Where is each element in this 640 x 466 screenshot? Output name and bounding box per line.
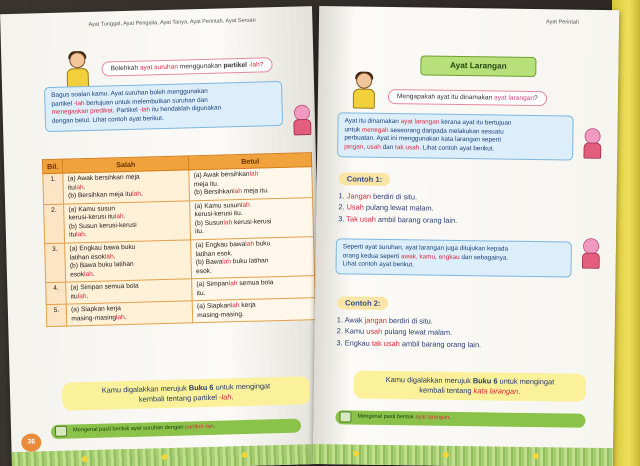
- sentence-line: itulah.: [67, 183, 86, 192]
- list-item: 2. Usah pulang lewat malam.: [338, 202, 434, 214]
- intro-explanation: Bagus soalan kamu. Ayat suruhan boleh menggunakan partikel -lah bertujuan untuk melembutkan suruhan dan menegaskan predikat. Partikel -lah itu hendaklah digunakan dengan betul. Lihat contoh ayat berikut.: [44, 81, 283, 132]
- girl-mascot-icon: [291, 106, 314, 135]
- flower-icon: [242, 452, 248, 458]
- sentence-line: (a) Awak bersihkanlah: [193, 170, 259, 180]
- salah-cell: [63, 170, 190, 204]
- boy-mascot-icon: [63, 52, 92, 89]
- list-item: 2. Kamu usah pulang lewat malam.: [336, 326, 453, 338]
- list-item: 1. Jangan berdiri di situ.: [338, 191, 418, 202]
- intro-explanation: Ayat itu dinamakan ayat larangan kerana ayat itu bertujuan untuk menegah seseorang daripada melakukan sesuatu perbuatan. Ayat ini menggunakan kata larangan seperti jangan, usah dan tak usah. Lihat contoh ayat berikut.: [337, 112, 574, 160]
- sentence-line: (a) Siapkanlah kerja: [196, 301, 256, 311]
- row-number: 5.: [46, 304, 67, 327]
- sentence-line: (b) Bawa buku latihan: [69, 260, 134, 270]
- row-number: 2.: [44, 204, 65, 244]
- betul-cell: [192, 298, 315, 323]
- sentence-line: (b) Susun kerusi-kerusi: [68, 221, 137, 231]
- betul-cell: [192, 276, 315, 301]
- sentence-line: itulah.: [69, 231, 87, 239]
- example-1-label: Contoh 1:: [339, 172, 391, 186]
- running-head: Ayat Tunggal, Ayat Pengaita, Ayat Tanya, Ayat Perintah, Ayat Seruan: [88, 17, 256, 28]
- sentence-line: kerusi-kerusi itu.: [194, 210, 243, 219]
- sentence-line: (a) Simpanlah semua bola: [196, 279, 274, 289]
- betul-cell: [191, 237, 315, 279]
- sentence-line: (a) Kamu susun: [68, 204, 116, 214]
- correction-table: [42, 152, 316, 327]
- col-header-betul: Betul: [189, 153, 312, 170]
- sentence-line: itulah.: [70, 292, 89, 301]
- example-2-list: [336, 314, 481, 350]
- objective-icon: [55, 426, 67, 437]
- sentence-line: (a) Kamu susunlah: [194, 201, 250, 210]
- flower-icon: [162, 454, 168, 460]
- sentence-line: esoklah.: [70, 270, 95, 279]
- reminder-box: Kamu digalakkan merujuk Buku 6 untuk mengingat kembali tentang kata larangan.: [354, 371, 586, 402]
- girl-mascot-icon: [581, 130, 604, 159]
- page-number: 36: [21, 433, 41, 452]
- col-header-bil: Bil.: [42, 159, 63, 174]
- sentence-line: esok.: [196, 267, 212, 275]
- example-1-list: [338, 190, 458, 226]
- sentence-line: kerusi-kerusi itulah.: [68, 213, 126, 222]
- sentence-line: (b) Bersihkan meja itulah.: [67, 190, 143, 200]
- col-header-salah: Salah: [63, 156, 189, 173]
- running-head: Ayat Perintah: [546, 19, 580, 26]
- question-bubble: Mengapakah ayat itu dinamakan ayat larangan?: [388, 89, 547, 106]
- left-page: [0, 6, 324, 466]
- row-number: 3.: [45, 243, 66, 283]
- sentence-line: (a) Engkau bawalah buku: [195, 240, 271, 250]
- sentence-line: (a) Awak bersihkan meja: [67, 173, 140, 183]
- salah-cell: [64, 201, 191, 244]
- sentence-line: latihan esok.: [195, 249, 233, 258]
- learning-objective-bar: Mengenal pasti bentuk ayat larangan.: [335, 410, 585, 427]
- sentence-line: itu.: [196, 289, 206, 297]
- example-2-label: Contoh 2:: [337, 296, 389, 310]
- sentence-line: itu.: [194, 228, 204, 236]
- betul-cell: [190, 197, 314, 239]
- objective-icon: [339, 411, 351, 422]
- sentence-line: (b) Bersihkanlah meja itu.: [193, 187, 269, 197]
- flower-icon: [353, 451, 359, 457]
- boy-mascot-icon: [350, 72, 378, 108]
- section-title: Ayat Larangan: [420, 55, 536, 77]
- sentence-line: latihan esoklah.: [69, 252, 116, 262]
- girl-mascot-icon: [580, 240, 603, 269]
- reminder-box: Kamu digalakkan merujuk Buku 6 untuk mengingat kembali tentang partikel -lah.: [62, 376, 311, 410]
- sentence-line: (a) Engkau bawa buku: [69, 243, 136, 253]
- flower-icon: [533, 453, 539, 459]
- row-number: 4.: [46, 282, 67, 305]
- question-bubble: Bolehkah ayat suruhan menggunakan partikel -lah?: [101, 57, 272, 76]
- right-page: [313, 6, 619, 466]
- sentence-line: masing-masing.: [197, 310, 244, 320]
- sentence-line: (b) Susunlah kerusi-kerusi: [194, 218, 272, 228]
- sentence-line: (a) Siapkan kerja: [70, 305, 121, 314]
- list-item: 3. Tak usah ambil barang orang lain.: [338, 214, 458, 225]
- salah-cell: [65, 240, 192, 283]
- learning-objective-bar: Mengenal pasti bentuk ayat suruhan dengan partikel -lah.: [51, 419, 301, 440]
- sentence-line: meja itu.: [193, 180, 219, 188]
- sentence-line: (b) Bawalah buku latihan: [195, 257, 269, 267]
- sentence-line: masing-masinglah.: [71, 313, 127, 323]
- salah-cell: [66, 301, 193, 326]
- flower-icon: [443, 452, 449, 458]
- row-number: 1.: [43, 173, 64, 204]
- grass-decoration: [12, 444, 324, 466]
- betul-cell: [189, 167, 313, 201]
- list-item: 1. Awak jangan berdiri di situ.: [336, 315, 433, 326]
- sentence-line: (a) Simpan semua bola: [70, 282, 139, 292]
- list-item: 3. Engkau tak usah ambil barang orang lain.: [336, 338, 482, 350]
- note-box: Seperti ayat suruhan, ayat larangan juga ditujukan kepada orang kedua seperti awak, kamu, engkau dan sebagainya. Lihat contoh ayat berikut.: [335, 238, 571, 277]
